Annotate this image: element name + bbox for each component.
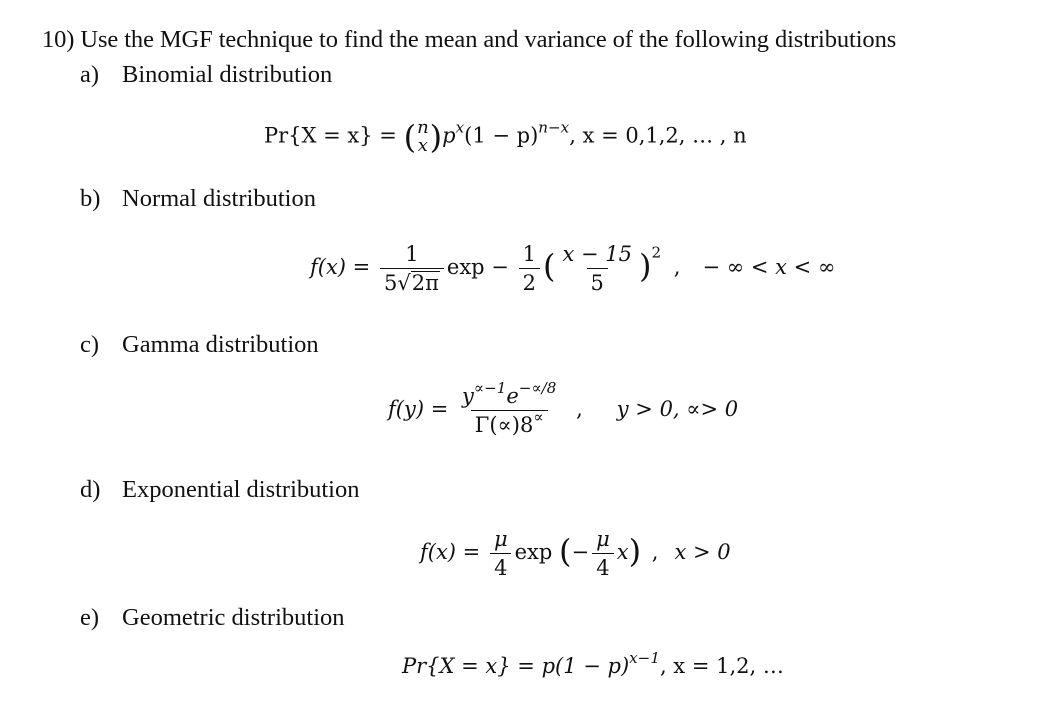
part-a-heading [80, 61, 332, 89]
inner-variable: x [616, 540, 629, 565]
formula-lhs: f(x) = [420, 540, 481, 565]
separator-comma: , [651, 540, 659, 565]
binomial-coefficient: ( n x ) [403, 117, 443, 156]
formula-lhs: f(y) = [388, 397, 449, 422]
exponential-formula: f(x) = $\frac{\mu}{4}$ exp (− $\frac{\mu}{4}$ x) , x > 0 [420, 527, 731, 581]
formula-lhs: Pr{X = x} = p(1 − p) [402, 654, 630, 678]
minus-sign: − [571, 540, 590, 565]
question-text: 10) Use the MGF technique to find the mean and variance of the following distributions [42, 26, 897, 53]
normal-formula: f(x) = $\frac{1}{5√2\pi}$ exp − $\frac{1}{2}$ ( $\frac{x - 15}{5}$ )$^2$ , − ∞ < x < ∞ [310, 242, 836, 296]
frac-numerator: μ [493, 527, 508, 551]
part-d-heading [80, 476, 360, 504]
part-label: e) [80, 604, 100, 631]
separator-comma: , [576, 397, 583, 422]
part-label: c) [80, 331, 100, 358]
geometric-formula [402, 649, 784, 678]
den-exponent: ∝ [533, 408, 544, 427]
half-fraction [519, 242, 540, 295]
formula-base: p [442, 123, 456, 148]
frac-denominator: 5 [587, 268, 608, 295]
frac-denominator: 2 [519, 268, 540, 295]
formula-exp: x [455, 118, 465, 137]
formula-lhs: f(x) = [310, 255, 371, 280]
e-exponent: −∝/8 [518, 379, 557, 398]
gamma-fraction [458, 379, 560, 438]
formula-lhs: Pr{X = x} = [264, 123, 397, 148]
exp-word: exp [514, 540, 553, 565]
frac-numerator: 1 [522, 242, 536, 266]
binom-top: n [417, 117, 429, 138]
num-base: y [461, 384, 474, 408]
part-title: Binomial distribution [122, 61, 333, 88]
inner-fraction [592, 527, 614, 580]
frac-numerator: μ [596, 527, 610, 551]
part-title: Gamma distribution [122, 331, 319, 358]
power: 2 [651, 243, 662, 262]
binom-bottom: x [417, 135, 428, 156]
part-title: Geometric distribution [122, 604, 345, 631]
part-label: d) [80, 476, 101, 503]
part-title: Exponential distribution [122, 476, 360, 503]
formula-exp: n−x [538, 118, 570, 137]
separator-comma: , [673, 255, 681, 280]
den-base: Γ(∝)8 [474, 413, 534, 438]
formula-support: , x = 0,1,2, … , n [569, 123, 747, 148]
sqrt-radicand: 2π [411, 271, 439, 296]
formula-support: , x = 1,2, … [659, 654, 784, 678]
part-c-heading [80, 331, 319, 359]
frac-numerator [458, 379, 560, 410]
frac-numerator: x − 15 [562, 242, 632, 266]
frac-denominator: 4 [490, 553, 511, 580]
formula-exp: x−1 [629, 649, 660, 668]
formula-support: − ∞ < x < ∞ [702, 255, 836, 280]
part-label: b) [80, 185, 101, 212]
binomial-formula [264, 118, 747, 156]
frac-numerator: 1 [405, 242, 419, 266]
part-label: a) [80, 61, 100, 88]
num-e: e [506, 384, 519, 408]
mu-over-four [490, 527, 512, 580]
den-coefficient: 5 [383, 271, 398, 296]
formula-support: x > 0 [674, 540, 731, 565]
formula-mid: (1 − p) [464, 123, 539, 148]
exp-word: exp − [446, 255, 509, 280]
part-e-heading [80, 604, 345, 632]
part-b-heading [80, 185, 316, 213]
gamma-formula [388, 379, 739, 438]
formula-support: y > 0, ∝> 0 [616, 397, 739, 422]
part-title: Normal distribution [122, 185, 316, 212]
frac-denominator: 5√2π [380, 268, 444, 295]
normal-coefficient [380, 242, 444, 295]
frac-denominator: 4 [592, 553, 613, 580]
frac-denominator [471, 410, 548, 437]
inner-fraction [558, 242, 636, 295]
num-exponent: ∝−1 [473, 379, 507, 398]
